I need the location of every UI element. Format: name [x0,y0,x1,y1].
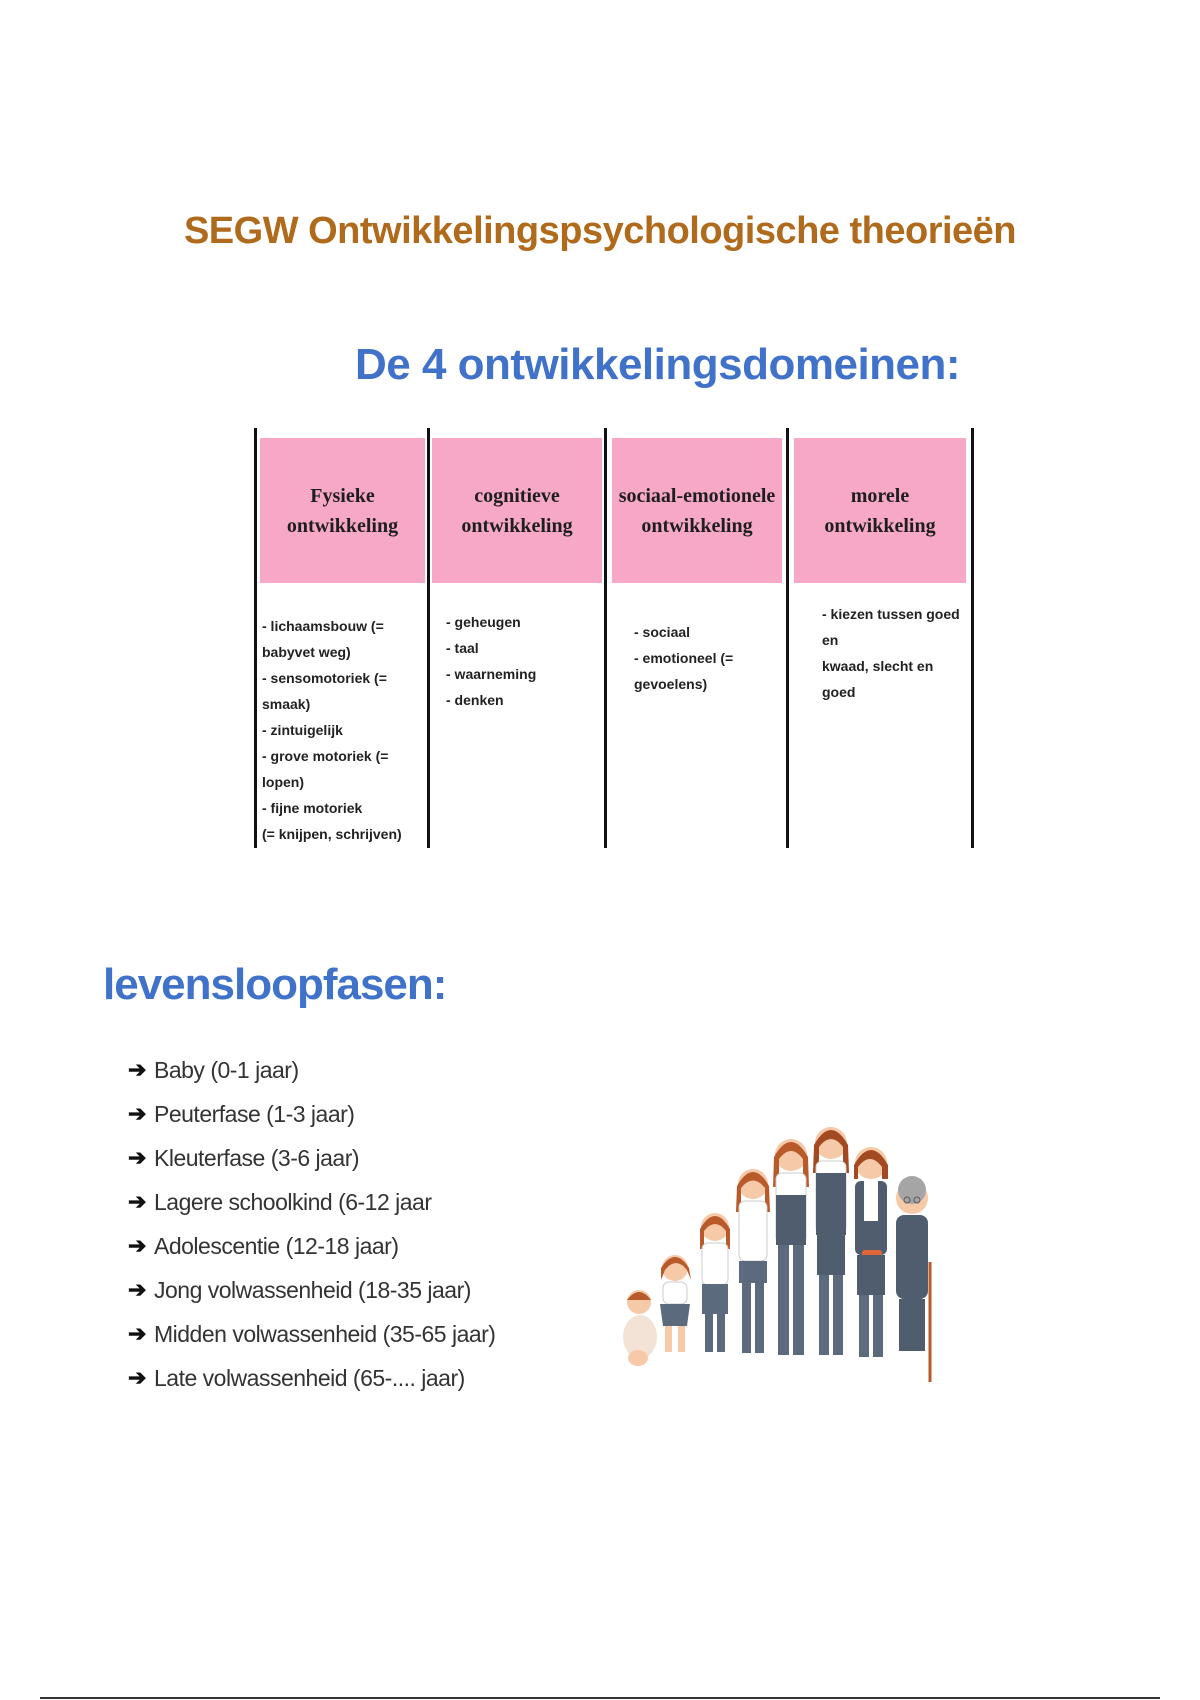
phases-list [128,1048,495,1400]
domain-column-social-emotional [612,438,782,697]
phase-label: Adolescentie (12-18 jaar) [154,1232,399,1259]
domain-items [612,583,782,697]
list-item [128,1356,495,1400]
phase-label: Jong volwassenheid (18-35 jaar) [154,1276,471,1303]
phases-heading: levensloopfasen: [103,960,447,1009]
person-figure [623,1290,657,1366]
domain-item: kwaad, slecht en goed [822,658,934,700]
domain-column-cognitive [432,438,602,713]
lifecycle-people-illustration [600,1030,960,1400]
domain-column-moral [794,438,966,705]
domain-item: - kiezen tussen goed en [822,606,960,648]
arrow-right-icon: ➔ [128,1189,146,1214]
domain-item: - zintuigelijk [262,722,343,738]
domain-item: - emotioneel (= gevoelens) [634,650,734,692]
domain-item: - fijne motoriek [262,800,363,816]
bottom-divider [40,1697,1160,1699]
domain-items [260,583,425,847]
person-figure [854,1147,888,1357]
domain-header: cognitieve ontwikkeling [432,438,602,583]
person-figure [896,1176,930,1382]
list-item [128,1092,495,1136]
table-divider [971,428,974,848]
arrow-right-icon: ➔ [128,1101,146,1126]
table-divider [427,428,430,848]
list-item [128,1048,495,1092]
person-figure [813,1127,849,1355]
domain-header: Fysieke ontwikkeling [260,438,425,583]
table-divider [604,428,607,848]
domain-item: - sociaal [634,624,691,640]
domains-table [254,428,974,848]
phase-label: Midden volwassenheid (35-65 jaar) [154,1320,496,1347]
domain-items [432,583,602,713]
phase-label: Late volwassenheid (65-.... jaar) [154,1364,465,1391]
document-title: SEGW Ontwikkelingspsychologische theorieën [183,210,1017,252]
list-item [128,1224,495,1268]
domain-header: morele ontwikkeling [794,438,966,583]
domains-heading: De 4 ontwikkelingsdomeinen: [355,340,961,389]
table-divider [254,428,257,848]
list-item [128,1312,495,1356]
domain-item: - geheugen [446,614,521,630]
list-item [128,1180,495,1224]
person-figure [736,1169,770,1353]
arrow-right-icon: ➔ [128,1233,146,1258]
phase-label: Peuterfase (1-3 jaar) [154,1100,355,1127]
list-item [128,1268,495,1312]
domain-header: sociaal-emotionele ontwikkeling [612,438,782,583]
arrow-right-icon: ➔ [128,1057,146,1082]
domain-item: - sensomotoriek (= smaak) [262,670,387,712]
person-figure [773,1139,809,1355]
arrow-right-icon: ➔ [128,1277,146,1302]
domain-items [794,583,966,705]
domain-item: - grove motoriek (= lopen) [262,748,389,790]
person-figure [700,1213,730,1352]
domain-item: (= knijpen, schrijven) [262,826,402,842]
list-item [128,1136,495,1180]
phase-label: Kleuterfase (3-6 jaar) [154,1144,360,1171]
domain-item: - taal [446,640,479,656]
table-divider [786,428,789,848]
person-figure [660,1255,691,1352]
arrow-right-icon: ➔ [128,1145,146,1170]
arrow-right-icon: ➔ [128,1321,146,1346]
domain-item: - denken [446,692,504,708]
domain-item: - lichaamsbouw (= babyvet weg) [262,618,384,660]
domain-item: - waarneming [446,666,537,682]
arrow-right-icon: ➔ [128,1365,146,1390]
domain-column-physical [260,438,425,847]
phase-label: Lagere schoolkind (6-12 jaar [154,1188,432,1215]
phase-label: Baby (0-1 jaar) [154,1056,299,1083]
